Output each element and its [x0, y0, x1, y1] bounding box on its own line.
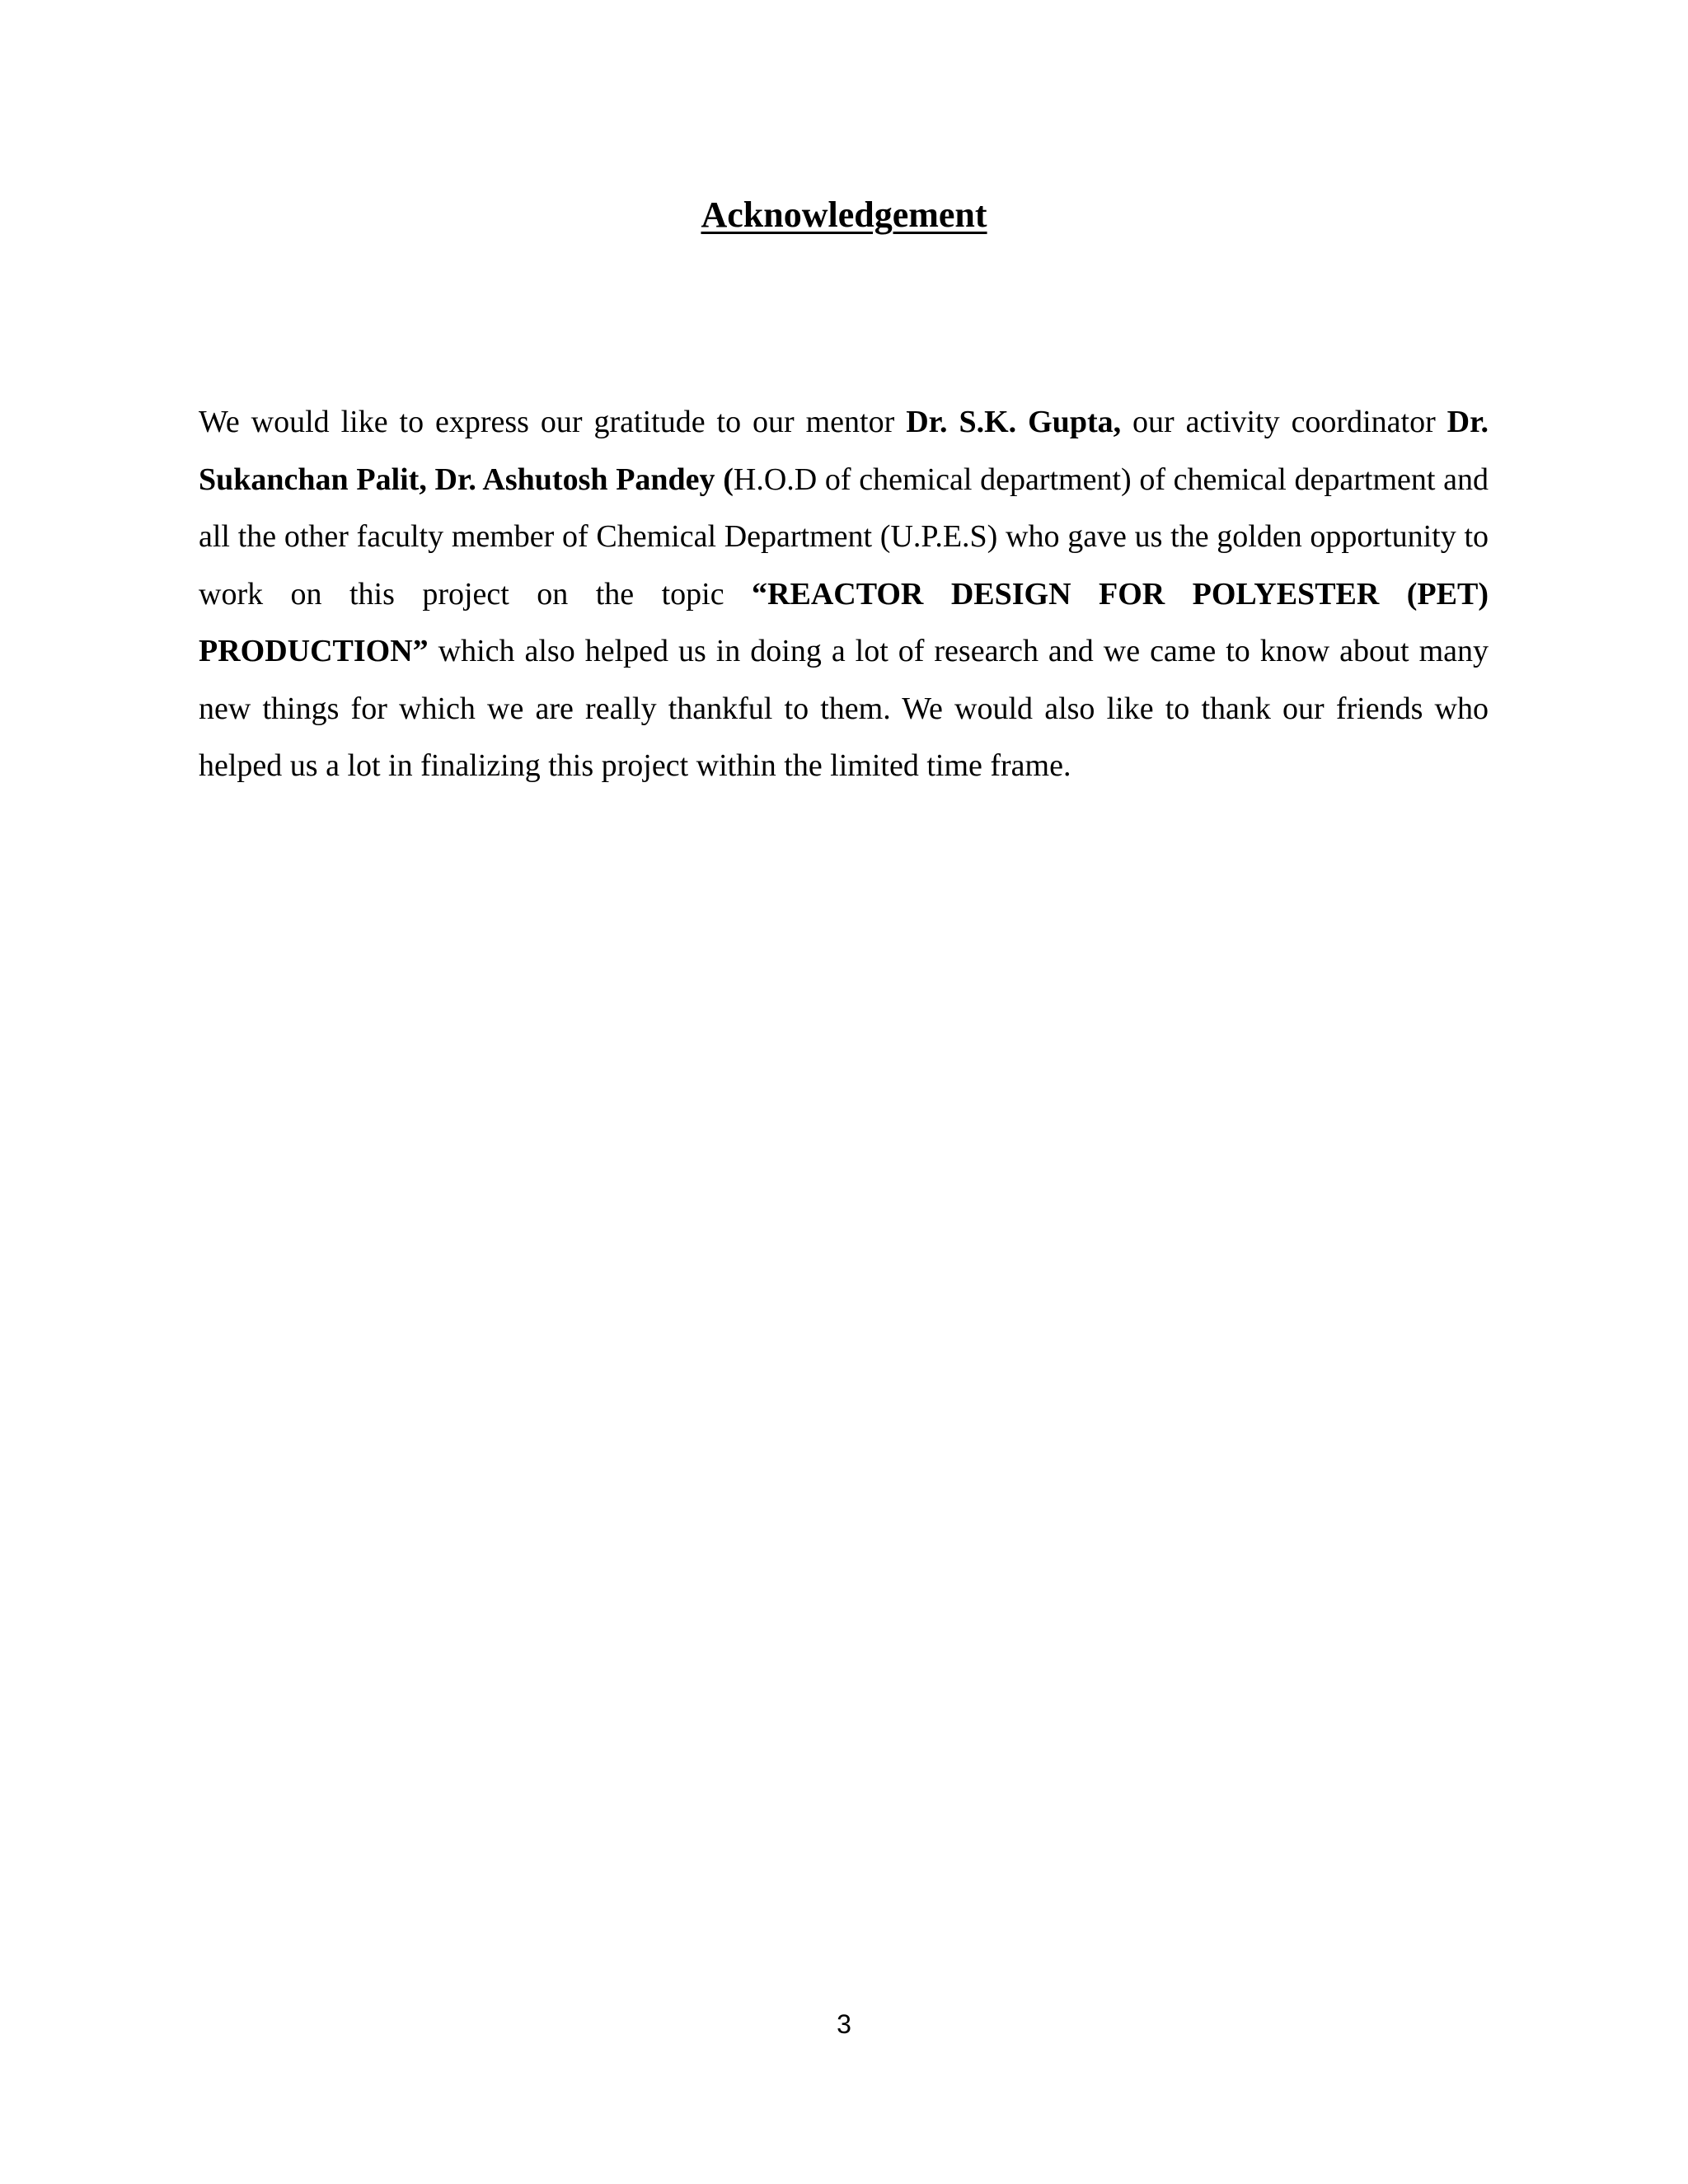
- paragraph-text-1: We would like to express our gratitude to our mentor: [199, 405, 907, 439]
- paragraph-text-3: H.O.D of chemical department) of chemical department and all the other faculty member of Chemical Department (U.P.E.S) who gave us the golden opportunity to work on this project on the topic: [199, 462, 1489, 612]
- project-topic: “REACTOR DESIGN FOR POLYESTER (PET) PRODUCTION”: [199, 576, 1489, 668]
- paragraph-text-4: which also helped us in doing a lot of research and we came to know about many new things for which we are really thankful to them. We would also like to thank our friends who helped us a lot in finalizing this project within the limited time frame.: [199, 634, 1489, 783]
- coordinator-names: Dr. Sukanchan Palit, Dr. Ashutosh Pandey (: [199, 405, 1489, 497]
- acknowledgement-paragraph: [199, 394, 1489, 795]
- page-title: Acknowledgement: [701, 194, 987, 235]
- mentor-name: Dr. S.K. Gupta,: [906, 405, 1122, 439]
- paragraph-text-2: our activity coordinator: [1121, 405, 1447, 439]
- page-number: 3: [837, 2009, 851, 2039]
